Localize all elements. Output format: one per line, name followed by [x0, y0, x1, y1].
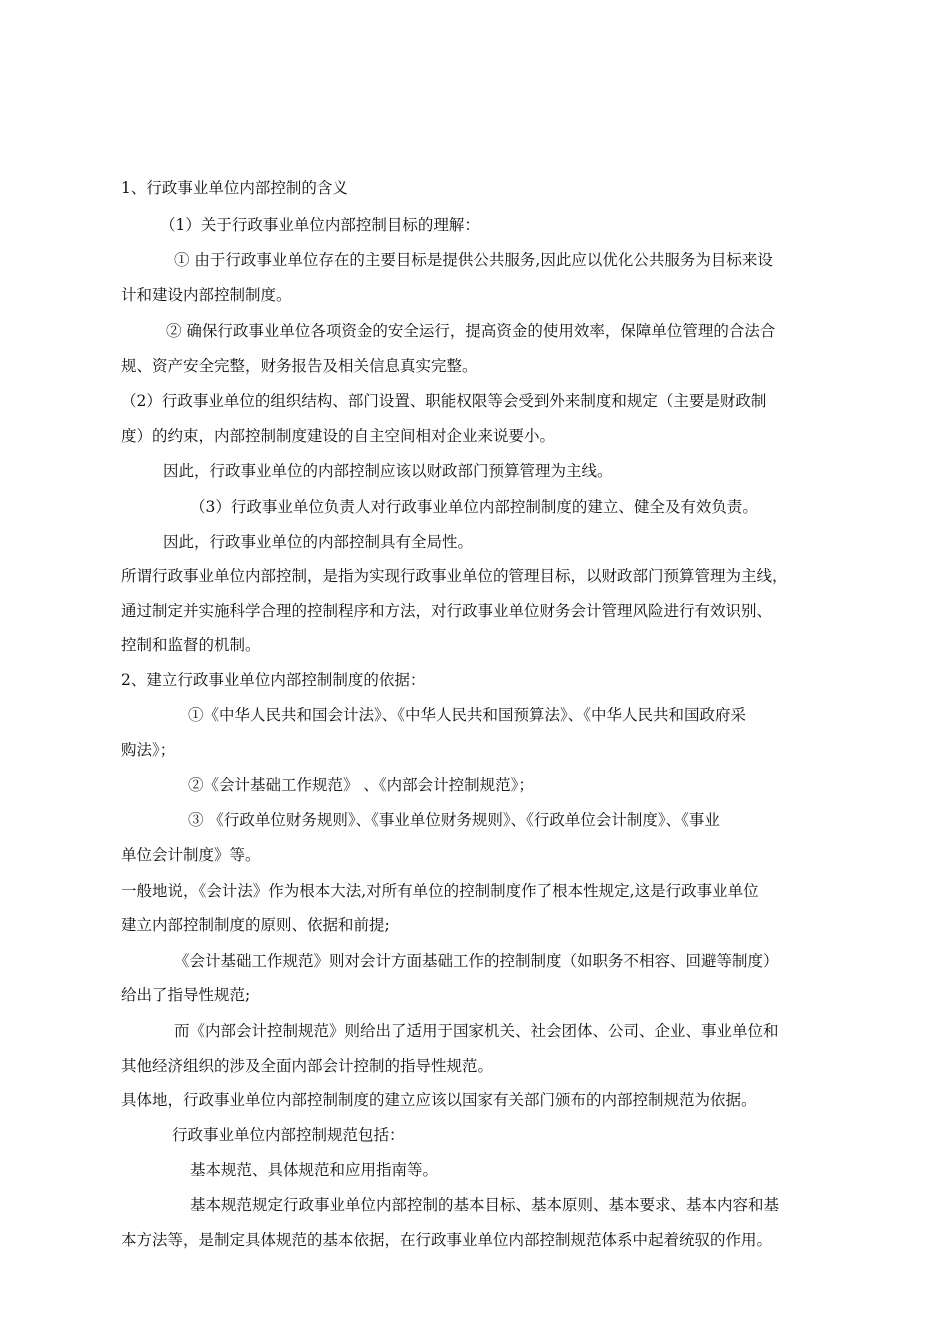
paragraph: ② 确保行政事业单位各项资金的安全运行，提高资金的使用效率，保障单位管理的合法合 [166, 322, 776, 340]
paragraph: 因此，行政事业单位的内部控制具有全局性。 [163, 533, 474, 551]
section-heading-1: 1、行政事业单位内部控制的含义 [121, 179, 348, 197]
paragraph: （2）行政事业单位的组织结构、部门设置、职能权限等会受到外来制度和规定（主要是财政制 [121, 392, 767, 410]
paragraph-continuation: 控制和监督的机制。 [121, 636, 261, 654]
paragraph: 因此，行政事业单位的内部控制应该以财政部门预算管理为主线。 [163, 462, 613, 480]
paragraph: （1）关于行政事业单位内部控制目标的理解： [160, 216, 480, 234]
paragraph-continuation: 计和建设内部控制制度。 [121, 286, 292, 304]
paragraph: 《会计基础工作规范》则对会计方面基础工作的控制制度（如职务不相容、回避等制度） [174, 952, 779, 970]
paragraph-continuation: 通过制定并实施科学合理的控制程序和方法，对行政事业单位财务会计管理风险进行有效识别、 [121, 602, 773, 620]
paragraph: ③ 《行政单位财务规则》、《事业单位财务规则》、《行政单位会计制度》、《事业 [188, 811, 720, 829]
paragraph-continuation: 给出了指导性规范; [121, 986, 251, 1004]
paragraph: 基本规范规定行政事业单位内部控制的基本目标、基本原则、基本要求、基本内容和基 [190, 1196, 780, 1214]
paragraph: （3）行政事业单位负责人对行政事业单位内部控制制度的建立、健全及有效负责。 [190, 498, 758, 516]
paragraph: 一般地说，《会计法》作为根本大法,对所有单位的控制制度作了根本性规定,这是行政事业单位 [121, 882, 759, 900]
paragraph-continuation: 建立内部控制制度的原则、依据和前提; [121, 916, 390, 934]
paragraph-continuation: 单位会计制度》等。 [121, 846, 261, 864]
paragraph: ① 由于行政事业单位存在的主要目标是提供公共服务,因此应以优化公共服务为目标来设 [174, 251, 773, 269]
paragraph: 具体地，行政事业单位内部控制制度的建立应该以国家有关部门颁布的内部控制规范为依据。 [121, 1091, 757, 1109]
paragraph-continuation: 规、资产安全完整，财务报告及相关信息真实完整。 [121, 357, 478, 375]
paragraph: ①《中华人民共和国会计法》、《中华人民共和国预算法》、《中华人民共和国政府采 [188, 706, 747, 724]
paragraph: 基本规范、具体规范和应用指南等。 [190, 1161, 439, 1179]
paragraph: 而《内部会计控制规范》则给出了适用于国家机关、社会团体、公司、企业、事业单位和 [174, 1022, 779, 1040]
paragraph: 行政事业单位内部控制规范包括： [172, 1126, 405, 1144]
paragraph: ②《会计基础工作规范》 、《内部会计控制规范》； [188, 776, 534, 794]
paragraph: 所谓行政事业单位内部控制，是指为实现行政事业单位的管理目标，以财政部门预算管理为主线， [121, 567, 788, 585]
paragraph-continuation: 本方法等，是制定具体规范的基本依据，在行政事业单位内部控制规范体系中起着统驭的作用。 [121, 1231, 773, 1249]
section-heading-2: 2、建立行政事业单位内部控制制度的依据： [121, 671, 426, 689]
paragraph-continuation: 度）的约束，内部控制制度建设的自主空间相对企业来说要小。 [121, 427, 556, 445]
paragraph-continuation: 其他经济组织的涉及全面内部会计控制的指导性规范。 [121, 1057, 494, 1075]
paragraph-continuation: 购法》； [121, 741, 176, 759]
